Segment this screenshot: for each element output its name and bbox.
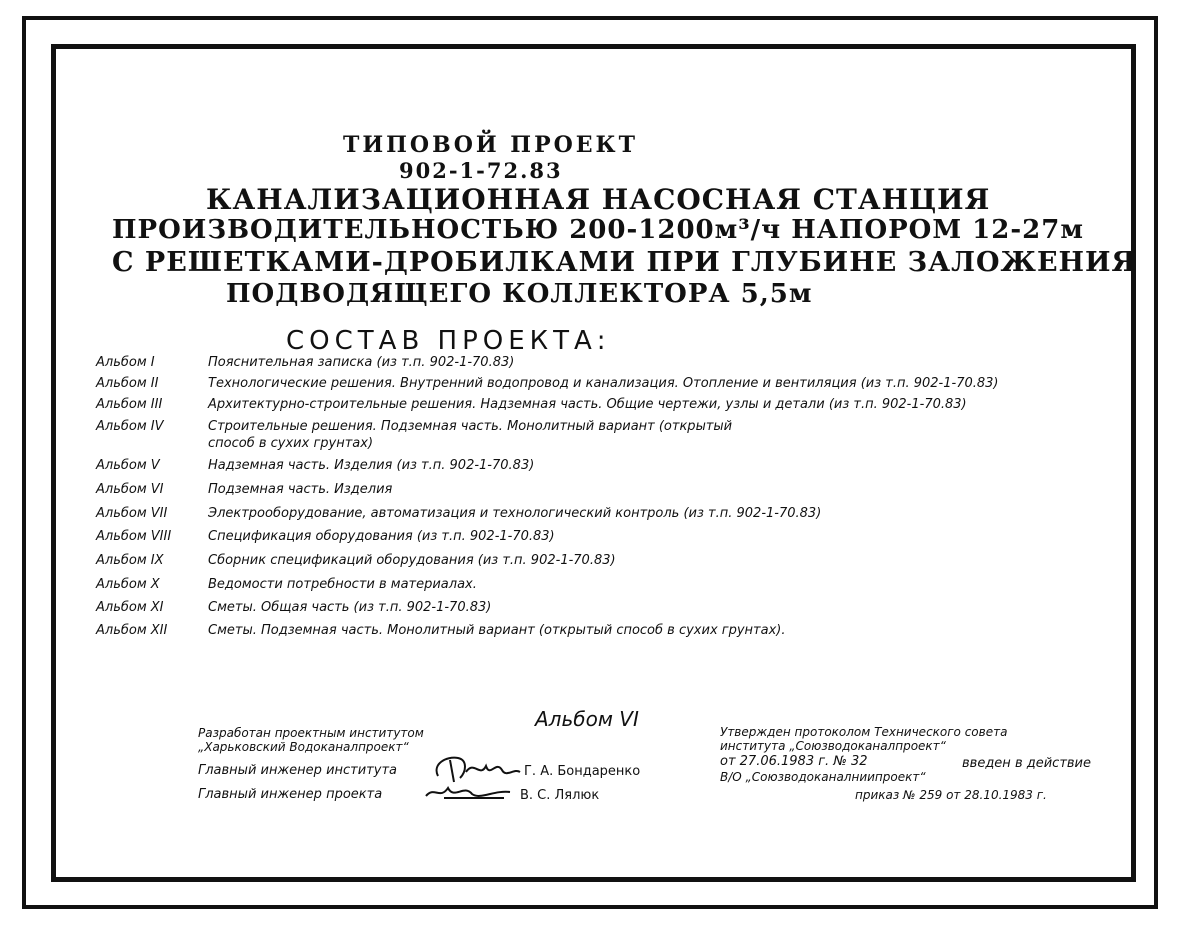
album-description: Сметы. Общая часть (из т.п. 902-1-70.83) bbox=[208, 600, 492, 615]
album-label: Альбом IX bbox=[96, 553, 164, 568]
project-number: 902-1-72.83 bbox=[399, 158, 563, 183]
album-label: Альбом X bbox=[96, 577, 160, 592]
title-line-3: С РЕШЕТКАМИ-ДРОБИЛКАМИ ПРИ ГЛУБИНЕ ЗАЛОЖЕНИЯ bbox=[112, 247, 1137, 278]
approved-line1: Утвержден протоколом Технического совета bbox=[720, 725, 1008, 739]
approved-line2: института „Союзводоканалпроект“ bbox=[720, 739, 946, 753]
album-label: Альбом III bbox=[96, 397, 163, 412]
album-label: Альбом II bbox=[96, 376, 159, 391]
album-description: Строительные решения. Подземная часть. Монолитный вариант (открытый способ в сухих грунтах) bbox=[208, 419, 733, 451]
album-description: Надземная часть. Изделия (из т.п. 902-1-70.83) bbox=[208, 458, 535, 473]
developed-by-line1: Разработан проектным институтом bbox=[198, 726, 424, 740]
title-line-4: ПОДВОДЯЩЕГО КОЛЛЕКТОРА 5,5м bbox=[226, 279, 813, 309]
chief-project-label: Главный инженер проекта bbox=[198, 787, 383, 802]
developed-by-line2: „Харьковский Водоканалпроект“ bbox=[198, 740, 409, 754]
album-description: Подземная часть. Изделия bbox=[208, 482, 393, 497]
album-row bbox=[96, 354, 1096, 375]
album-description: Сметы. Подземная часть. Монолитный вариант (открытый способ в сухих грунтах). bbox=[208, 623, 786, 638]
album-label: Альбом VIII bbox=[96, 529, 172, 544]
album-row bbox=[96, 481, 1096, 505]
chief-institute-label: Главный инженер института bbox=[198, 763, 397, 778]
album-label: Альбом XII bbox=[96, 623, 168, 638]
album-label: Альбом XI bbox=[96, 600, 164, 615]
album-row bbox=[96, 457, 1096, 481]
album-label: Альбом VII bbox=[96, 506, 168, 521]
approved-line3: от 27.06.1983 г. № 32 bbox=[720, 754, 868, 769]
approved-line6: приказ № 259 от 28.10.1983 г. bbox=[855, 788, 1047, 802]
album-row bbox=[96, 505, 1096, 528]
album-description: Ведомости потребности в материалах. bbox=[208, 577, 477, 592]
album-label: Альбом VI bbox=[96, 482, 164, 497]
album-row bbox=[96, 599, 1096, 622]
album-list bbox=[96, 354, 1096, 644]
title-line-1: КАНАЛИЗАЦИОННАЯ НАСОСНАЯ СТАНЦИЯ bbox=[206, 183, 991, 216]
album-description: Архитектурно-строительные решения. Надземная часть. Общие чертежи, узлы и детали (из т.п. 902-1-70.83) bbox=[208, 397, 967, 412]
album-row bbox=[96, 396, 1096, 418]
album-description: Пояснительная записка (из т.п. 902-1-70.83) bbox=[208, 355, 515, 370]
album-row bbox=[96, 552, 1096, 576]
chief-institute-name: Г. А. Бондаренко bbox=[524, 764, 641, 779]
album-label: Альбом I bbox=[96, 355, 155, 370]
album-row bbox=[96, 528, 1096, 552]
chief-project-name: В. С. Лялюк bbox=[520, 788, 600, 803]
approved-line5: В/О „Союзводоканалниипроект“ bbox=[720, 770, 926, 784]
album-label: Альбом IV bbox=[96, 419, 164, 434]
album-row bbox=[96, 622, 1096, 644]
approved-line4: введен в действие bbox=[962, 756, 1091, 771]
album-row bbox=[96, 375, 1096, 396]
album-row bbox=[96, 576, 1096, 599]
album-row bbox=[96, 418, 1096, 457]
current-album-label: Альбом VI bbox=[535, 707, 639, 731]
album-label: Альбом V bbox=[96, 458, 160, 473]
title-line-2: ПРОИЗВОДИТЕЛЬНОСТЬЮ 200-1200м³/ч НАПОРОМ 12-27м bbox=[112, 215, 1084, 245]
album-description: Спецификация оборудования (из т.п. 902-1-70.83) bbox=[208, 529, 555, 544]
signature-lyalyuk bbox=[424, 780, 514, 804]
album-description: Сборник спецификаций оборудования (из т.п. 902-1-70.83) bbox=[208, 553, 616, 568]
contents-heading: СОСТАВ ПРОЕКТА: bbox=[286, 326, 611, 356]
album-description: Технологические решения. Внутренний водопровод и канализация. Отопление и вентиляция (из т.п. 902-1-70.83) bbox=[208, 376, 999, 391]
type-label: ТИПОВОЙ ПРОЕКТ bbox=[343, 132, 638, 158]
album-description: Электрооборудование, автоматизация и технологический контроль (из т.п. 902-1-70.83) bbox=[208, 506, 822, 521]
